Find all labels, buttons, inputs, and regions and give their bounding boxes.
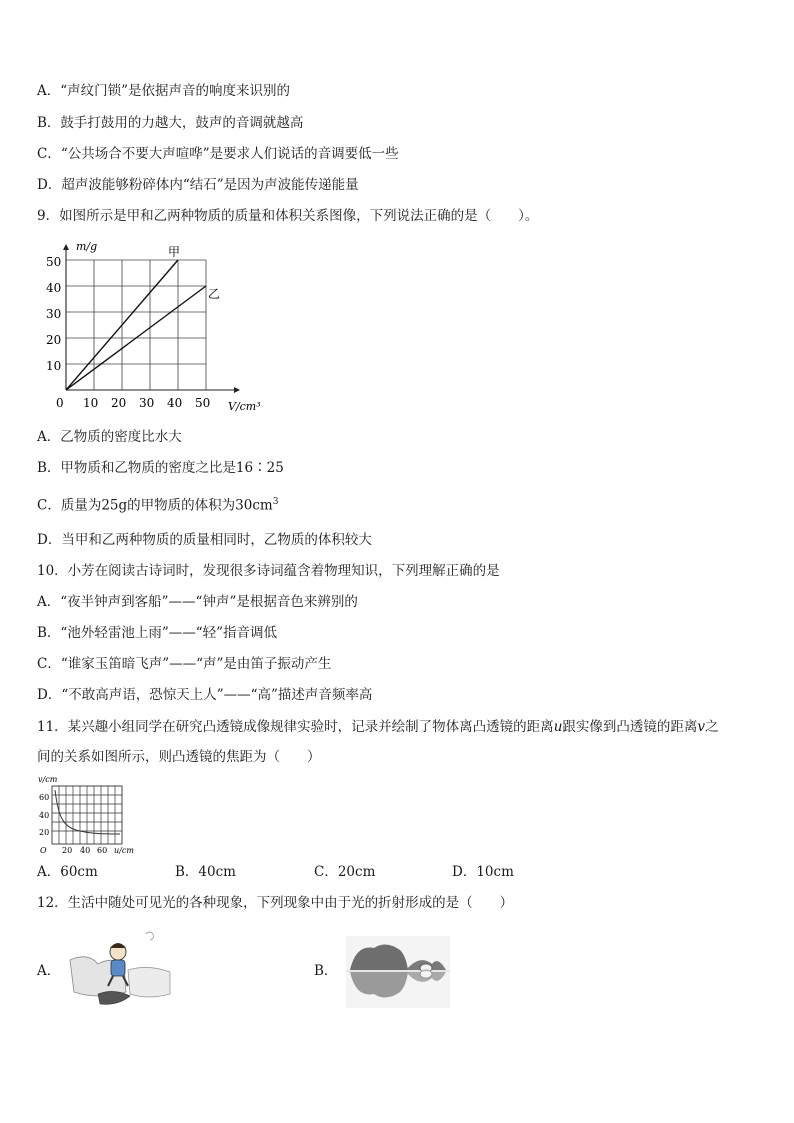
x-tick-label: 20 <box>62 846 73 855</box>
series-label-jia: 甲 <box>168 245 181 259</box>
x-tick-label: 20 <box>111 396 127 410</box>
q9-c-exponent: 3 <box>272 497 279 507</box>
x-axis-arrow <box>234 387 240 393</box>
y-tick-label: 40 <box>39 811 50 820</box>
lens-image-distance-chart <box>36 774 142 856</box>
origin-label: 0 <box>56 396 64 410</box>
q10-option-d: D．“不敢高声语，恐惊天上人”——“高”描述声音频率高 <box>37 687 373 703</box>
q11-option-c: C．20cm <box>314 864 376 880</box>
y-axis-arrow <box>63 244 69 250</box>
q11-stem-part: 跟实像到凸透镜的距离 <box>562 719 698 735</box>
origin-label: O <box>40 846 47 855</box>
q9-option-c <box>37 493 278 515</box>
mass-volume-chart <box>36 240 276 415</box>
series-label-yi: 乙 <box>208 287 221 301</box>
q10-stem: 10．小芳在阅读古诗词时，发现很多诗词蕴含着物理知识，下列理解正确的是 <box>37 563 500 579</box>
q9-c-prefix: C．质量为 <box>37 497 102 514</box>
q8-option-d: D．超声波能够粉碎体内“结石”是因为声波能传递能量 <box>37 177 359 193</box>
q9-c-mass: 25g <box>101 497 128 514</box>
q9-stem: 9．如图所示是甲和乙两种物质的质量和体积关系图像，下列说法正确的是（ ）。 <box>37 208 539 224</box>
y-axis-label: v/cm <box>38 775 58 784</box>
q12-stem: 12．生活中随处可见光的各种现象，下列现象中由于光的折射形成的是（ ） <box>37 895 514 911</box>
q11-stem-line1 <box>37 718 719 736</box>
q9-c-mid: 的甲物质的体积为 <box>127 497 236 514</box>
q11-option-d: D．10cm <box>452 864 514 880</box>
y-axis-label: m/g <box>76 240 98 253</box>
y-tick-label: 10 <box>46 359 62 373</box>
x-tick-label: 40 <box>167 396 183 410</box>
q11-stem-part: 之 <box>705 719 719 735</box>
q10-option-a: A．“夜半钟声到客船”——“钟声”是根据音色来辨别的 <box>37 594 358 610</box>
y-tick-label: 30 <box>46 307 62 321</box>
q8-option-a: A．“声纹门锁”是依据声音的响度来识别的 <box>37 83 291 99</box>
water-reflection-illustration <box>346 936 450 1008</box>
x-tick-label: 60 <box>97 846 108 855</box>
x-tick-label: 30 <box>139 396 155 410</box>
x-tick-label: 10 <box>83 396 99 410</box>
x-axis-label: u/cm <box>114 846 134 855</box>
q8-option-c: C．“公共场合不要大声喧哗”是要求人们说话的音调要低一些 <box>37 146 399 162</box>
q11-option-b: B．40cm <box>175 864 236 880</box>
q10-option-c: C．“谁家玉笛暗飞声”——“声”是由笛子振动产生 <box>37 656 332 672</box>
q9-option-d: D．当甲和乙两种物质的质量相同时，乙物质的体积较大 <box>37 532 372 548</box>
q12-option-b-label: B． <box>314 963 338 979</box>
q9-c-volume: 30cm <box>235 497 273 514</box>
q12-option-a-label: A． <box>37 963 61 979</box>
y-tick-label: 40 <box>46 281 62 295</box>
y-tick-label: 50 <box>46 255 62 269</box>
q10-option-b: B．“池外轻雷池上雨”——“轻”指音调低 <box>37 625 278 641</box>
q9-option-b: B．甲物质和乙物质的密度之比是16∶25 <box>37 460 284 476</box>
u-symbol: u <box>553 719 563 735</box>
q9-option-a: A．乙物质的密度比水大 <box>37 429 182 445</box>
v-symbol: v <box>697 719 706 735</box>
y-tick-label: 20 <box>46 333 62 347</box>
x-tick-label: 40 <box>80 846 91 855</box>
q11-stem-line2: 间的关系如图所示，则凸透镜的焦距为（ ） <box>37 749 321 765</box>
x-tick-label: 50 <box>195 396 211 410</box>
q8-option-b: B．鼓手打鼓用的力越大，鼓声的音调就越高 <box>37 115 304 131</box>
q11-stem-part: 11．某兴趣小组同学在研究凸透镜成像规律实验时，记录并绘制了物体离凸透镜的距离 <box>37 719 554 735</box>
y-tick-label: 60 <box>39 793 50 802</box>
x-axis-label: V/cm³ <box>228 400 261 413</box>
child-shadow-illustration <box>68 930 172 1010</box>
y-tick-label: 20 <box>39 828 50 837</box>
q11-option-a: A．60cm <box>37 864 98 880</box>
